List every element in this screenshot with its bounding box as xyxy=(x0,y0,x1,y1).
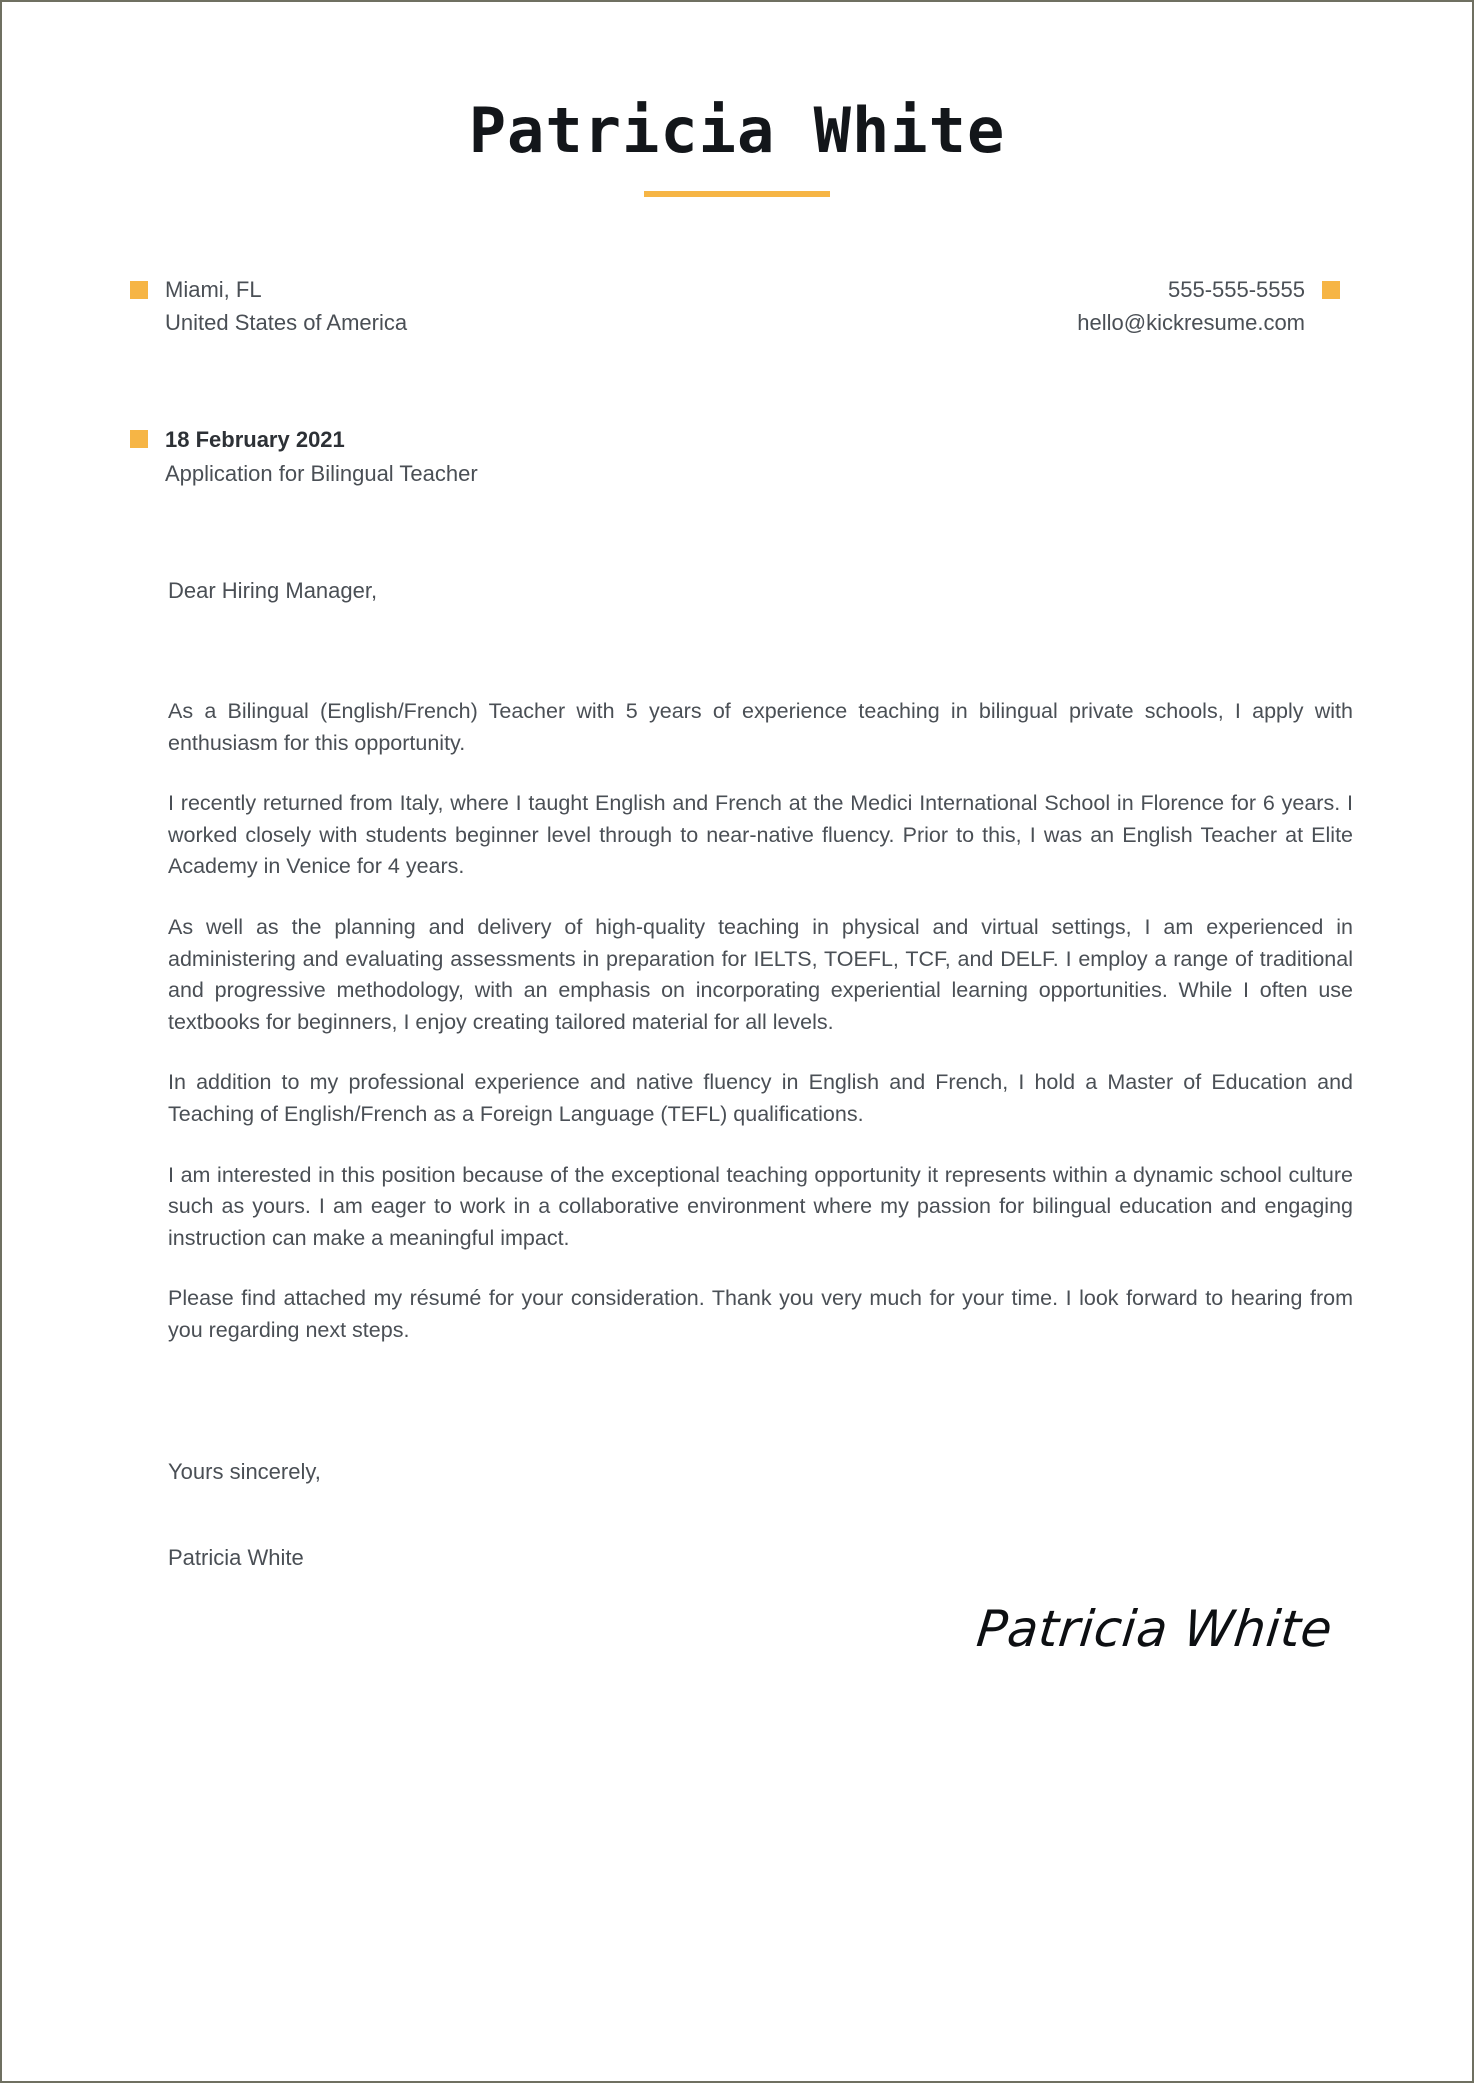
name-accent-bar xyxy=(644,191,830,197)
letter-paragraph: I recently returned from Italy, where I taught English and French at the Medici International School in Florence for 6 years. I worked closely with students beginner level through to near-native fluency. Prior to this, I was an English Teacher at Elite Academy in Venice for 4 years. xyxy=(168,791,1353,879)
letter-header xyxy=(2,2,1472,197)
contact-city: Miami, FL xyxy=(165,277,262,303)
contact-email[interactable]: hello@kickresume.com xyxy=(1077,309,1305,335)
letter-date: 18 February 2021 xyxy=(165,427,345,453)
signer-name: Patricia White xyxy=(168,1544,304,1570)
letter-paragraph: In addition to my professional experience and native fluency in English and French, I hold a Master of Education and Teaching of English/French as a Foreign Language (TEFL) qualifications. xyxy=(168,1070,1353,1126)
closing-salutation: Yours sincerely, xyxy=(168,1458,321,1484)
letter-body xyxy=(168,490,1412,1347)
page-title: Patricia White xyxy=(468,94,1006,167)
square-bullet-icon xyxy=(1322,281,1340,299)
letter-paragraphs xyxy=(168,696,1412,1347)
contact-country: United States of America xyxy=(165,309,408,335)
letter-paragraph: As well as the planning and delivery of high-quality teaching in physical and virtual settings, I am experienced in administering and evaluating assessments in preparation for IELTS, TOEFL, TCF, and DELF. I employ a range of traditional and progressive methodology, with an emphasis on incorporating experiential learning opportunities. While I often use textbooks for beginners, I enjoy creating tailored material for all levels. xyxy=(168,915,1353,1034)
contact-block-location xyxy=(130,274,407,339)
contact-phone[interactable]: 555-555-5555 xyxy=(1167,277,1305,303)
contact-row xyxy=(130,274,1412,339)
contact-block-reach xyxy=(1077,274,1340,339)
letter-paragraph: Please find attached my résumé for your consideration. Thank you very much for your time. I look forward to hearing from you regarding next steps. xyxy=(168,1286,1353,1342)
letter-meta-lines xyxy=(165,423,478,490)
signature-area xyxy=(2,1600,1412,1658)
contact-reach-lines xyxy=(1077,274,1305,339)
letter-meta xyxy=(130,423,1472,490)
letter-paragraph: As a Bilingual (English/French) Teacher with 5 years of experience teaching in bilingual private schools, I apply with enthusiasm for this opportunity. xyxy=(168,699,1353,755)
letter-subject: Application for Bilingual Teacher xyxy=(165,460,478,486)
contact-location-lines xyxy=(165,274,407,339)
letter-salutation: Dear Hiring Manager, xyxy=(168,578,378,604)
square-bullet-icon xyxy=(130,430,148,448)
letter-paragraph: I am interested in this position because of the exceptional teaching opportunity it represents within a dynamic school culture such as yours. I am eager to work in a collaborative environment where my passion for bilingual education and engaging instruction can make a meaningful impact. xyxy=(168,1162,1353,1250)
letter-closing xyxy=(168,1347,1412,1574)
square-bullet-icon xyxy=(130,281,148,299)
handwritten-signature: Patricia White xyxy=(973,1599,1336,1658)
